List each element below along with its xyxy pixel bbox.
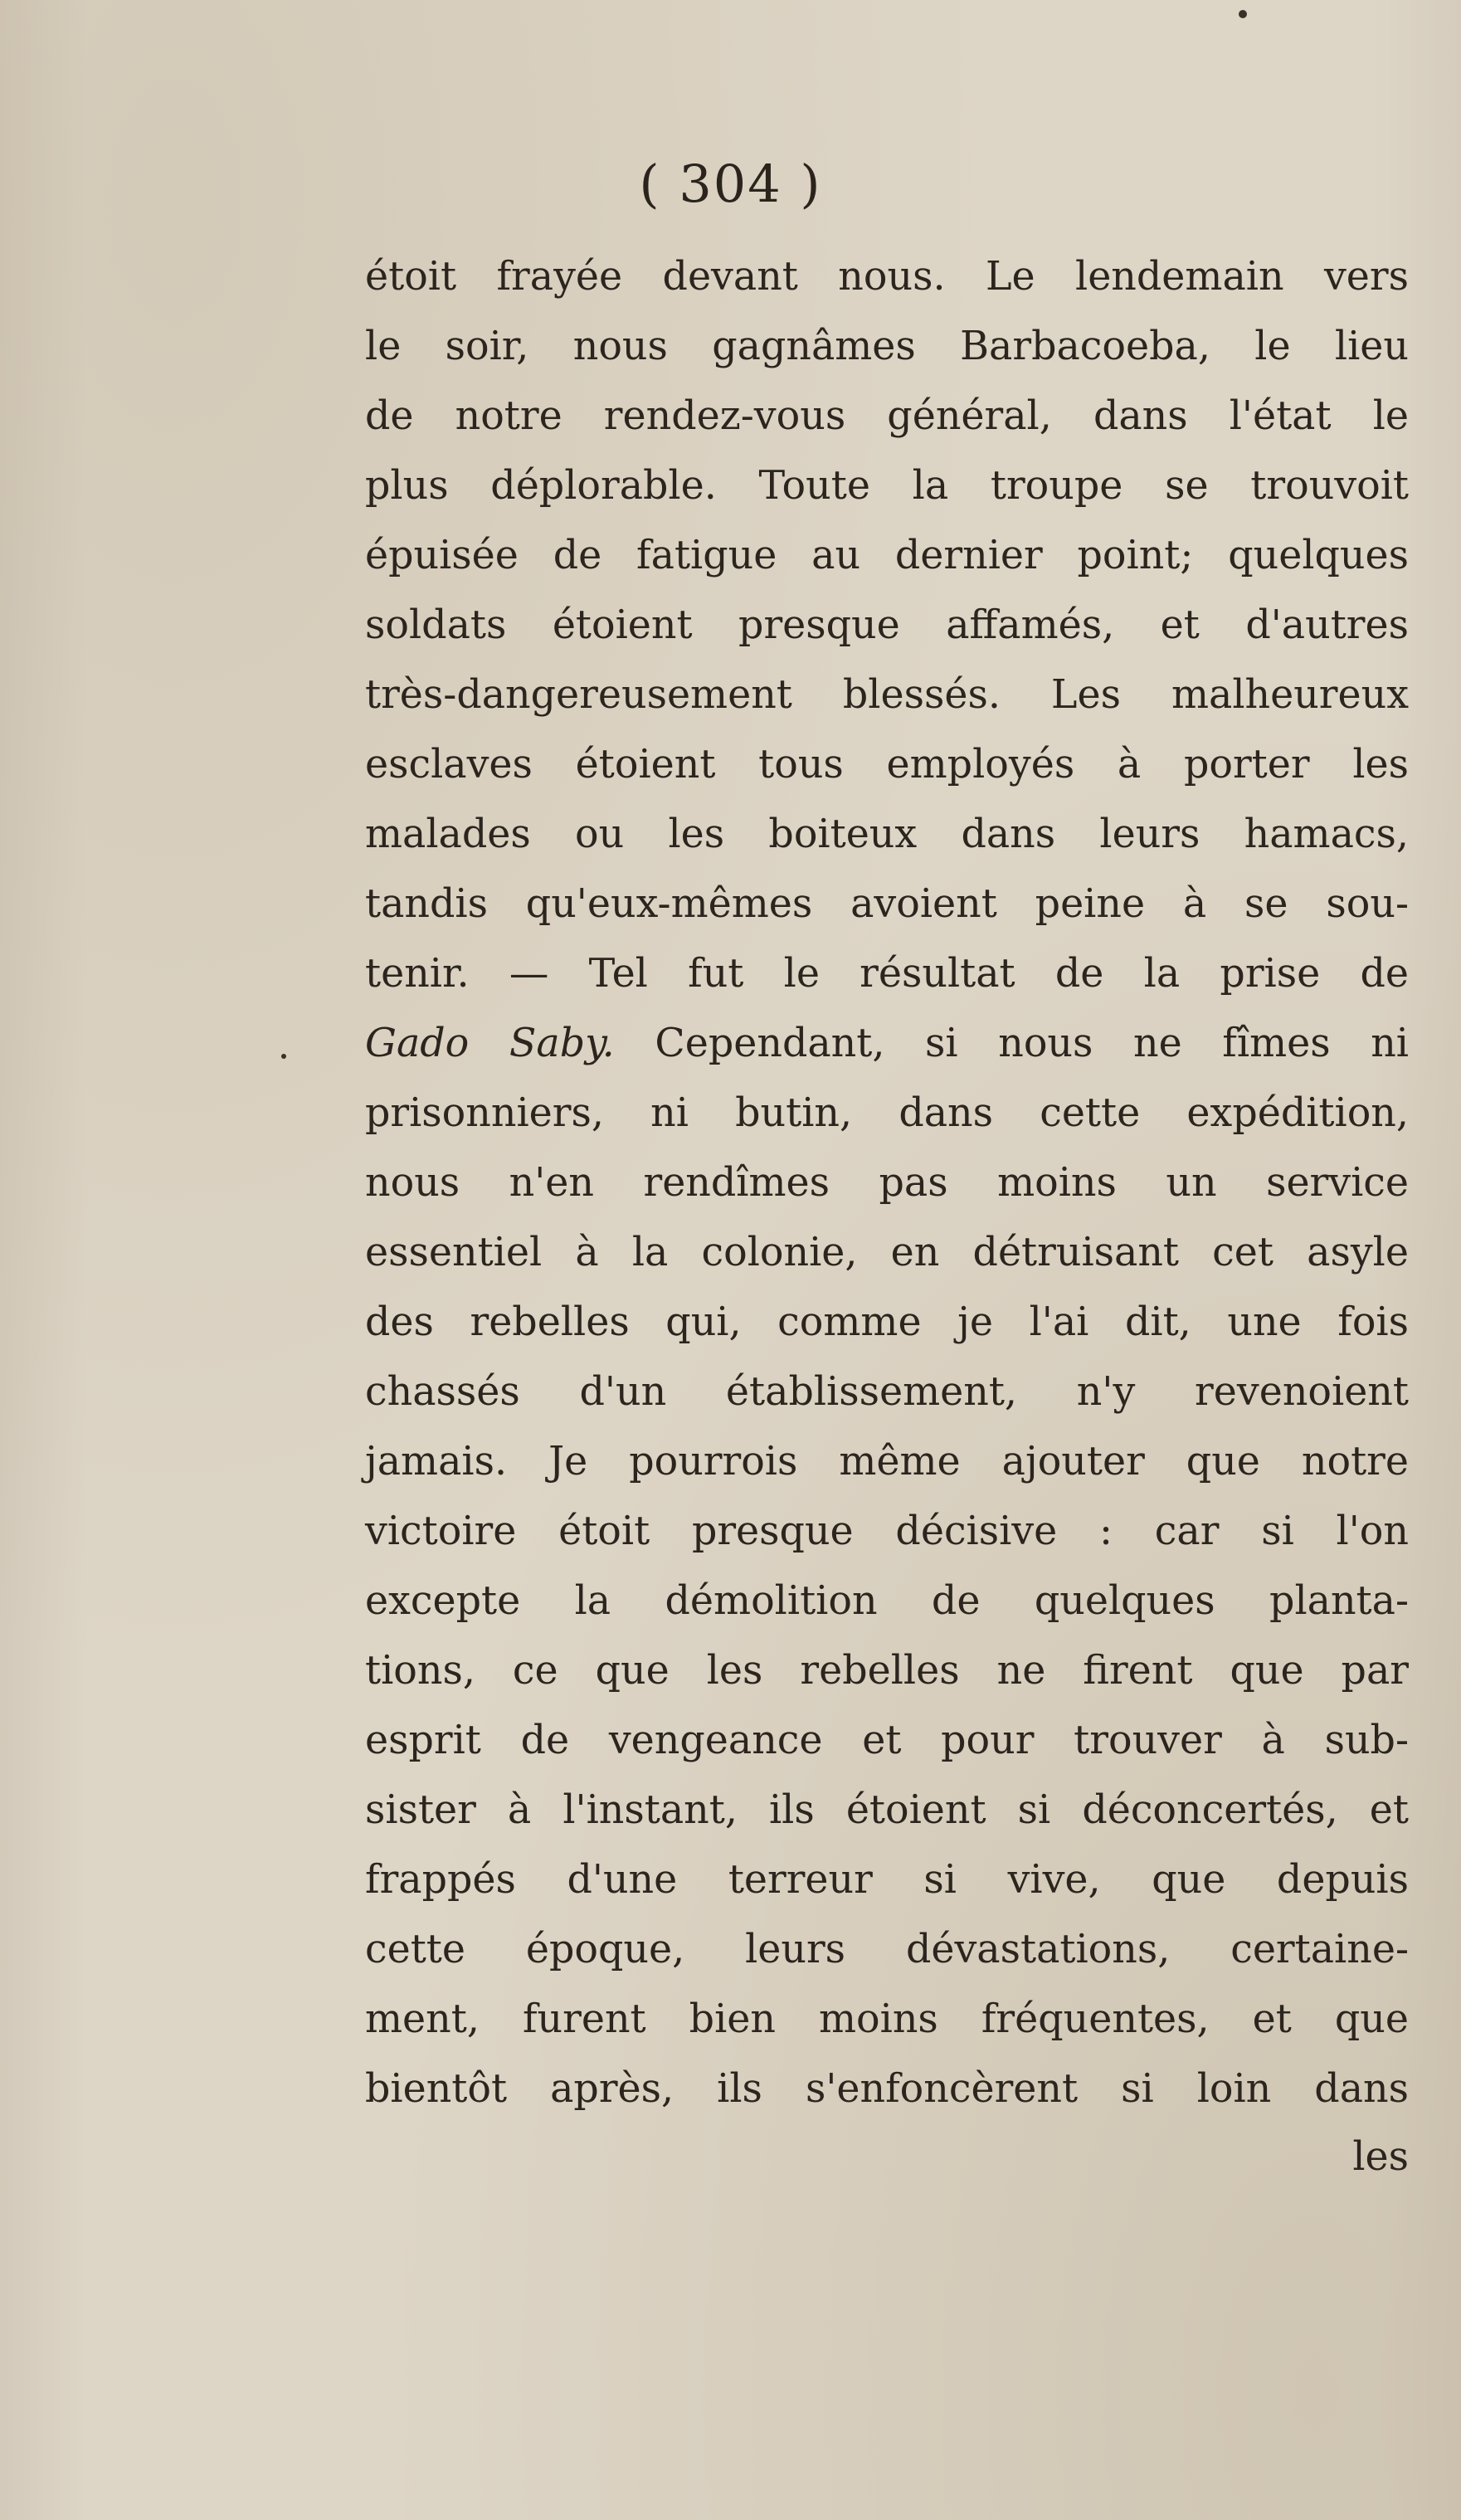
text-line: excepte la démolition de quelques planta- [365, 1578, 1409, 1624]
text-line: le soir, nous gagnâmes Barbacoeba, le lieu [365, 324, 1409, 369]
text-line: épuisée de fatigue au dernier point; quelques [365, 533, 1409, 578]
text-line: prisonniers, ni butin, dans cette expédition, [365, 1090, 1409, 1136]
text-line: jamais. Je pourrois même ajouter que notre [365, 1439, 1409, 1484]
text-line: plus déplorable. Toute la troupe se trouvoit [365, 463, 1409, 509]
text-line: tenir. — Tel fut le résultat de la prise de [365, 951, 1409, 997]
text-line: esprit de vengeance et pour trouver à sub- [365, 1718, 1409, 1763]
italic-place-name: Gado Saby. [365, 1021, 615, 1066]
catchword: les [1352, 2134, 1409, 2180]
text-line: essentiel à la colonie, en détruisant cet asyle [365, 1230, 1409, 1275]
text-line: tandis qu'eux-mêmes avoient peine à se sou- [365, 881, 1409, 927]
text-line: ment, furent bien moins fréquentes, et que [365, 1996, 1409, 2042]
text-line: de notre rendez-vous général, dans l'état le [365, 393, 1409, 439]
text-line: sister à l'instant, ils étoient si déconcertés, et [365, 1787, 1409, 1833]
text-line: chassés d'un établissement, n'y revenoient [365, 1369, 1409, 1415]
body-text [365, 242, 1409, 2124]
text-line: soldats étoient presque affamés, et d'autres [365, 602, 1409, 648]
text-line: victoire étoit presque décisive : car si l'on [365, 1509, 1409, 1554]
page-number: ( 304 ) [639, 154, 822, 214]
text-line: tions, ce que les rebelles ne firent que par [365, 1648, 1409, 1694]
text-line: esclaves étoient tous employés à porter les [365, 742, 1409, 787]
text-line: étoit frayée devant nous. Le lendemain vers [365, 254, 1409, 300]
text-line: frappés d'une terreur si vive, que depuis [365, 1857, 1409, 1903]
text-line: malades ou les boiteux dans leurs hamacs, [365, 812, 1409, 857]
text-line: cette époque, leurs dévastations, certaine- [365, 1927, 1409, 1972]
text-line: nous n'en rendîmes pas moins un service [365, 1160, 1409, 1206]
text-line: très-dangereusement blessés. Les malheureux [365, 672, 1409, 718]
text-line-with-italic [365, 1009, 1409, 1079]
margin-mark [281, 1054, 286, 1059]
text-line-rest: Cependant, si nous ne fîmes ni [655, 1021, 1409, 1066]
paper-speck [1239, 10, 1247, 18]
text-line: des rebelles qui, comme je l'ai dit, une fois [365, 1299, 1409, 1345]
text-line: bientôt après, ils s'enfoncèrent si loin dans [365, 2066, 1409, 2112]
